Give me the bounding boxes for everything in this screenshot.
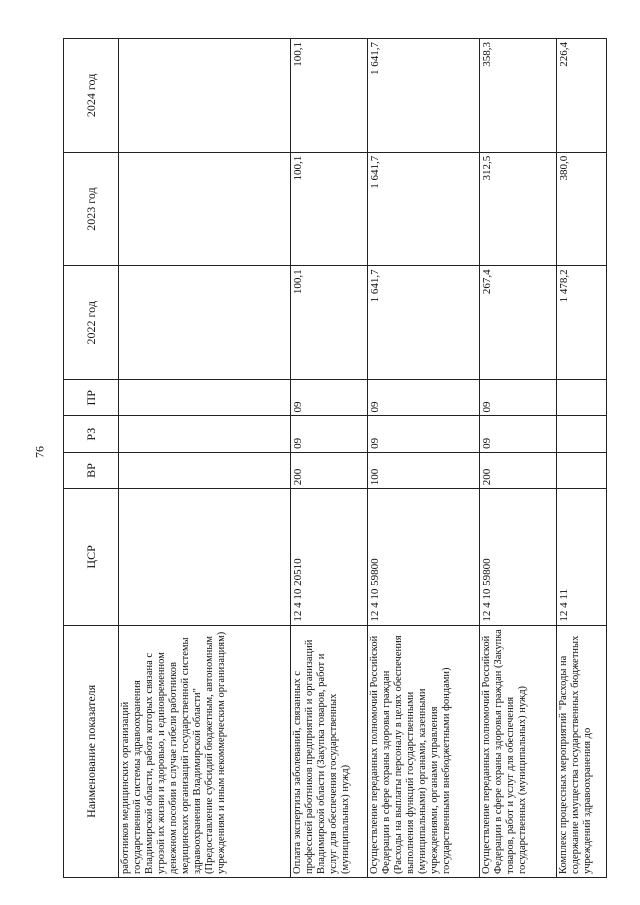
row-vr — [557, 452, 607, 488]
row-2023: 380,0 — [557, 152, 607, 266]
row-name: работников медицинских организаций государственной системы здравоохранения Владимирской области, работа которых связана с угрозой их жизни и здоровью, и единовременном денежном пособии в случае гибели работников медицинских организаций государственной системы здравоохранения Владимирской области" (Предоставление субсидий бюджетным, автономным учреждениям и иным некоммерческим организациям) — [119, 625, 291, 877]
row-name: Оплата экспертизы заболеваний, связанных с профессией работников предприятий и организаций Владимирской области (Закупка товаров, работ и услуг для обеспечения государственных (муниципальных) нужд) — [291, 625, 368, 877]
table-row — [480, 39, 557, 878]
table-row — [368, 39, 480, 878]
table-row — [557, 39, 607, 878]
row-2023 — [119, 152, 291, 266]
row-pr: 09 — [480, 380, 557, 416]
row-2022 — [119, 266, 291, 380]
row-rz: 09 — [368, 416, 480, 452]
row-vr — [119, 452, 291, 488]
row-2022: 1 641,7 — [368, 266, 480, 380]
row-rz: 09 — [291, 416, 368, 452]
header-csr: ЦСР — [64, 489, 119, 625]
header-pr: ПР — [64, 380, 119, 416]
row-2024: 100,1 — [291, 39, 368, 153]
table-row — [291, 39, 368, 878]
row-pr — [557, 380, 607, 416]
row-vr: 200 — [480, 452, 557, 488]
header-vr: ВР — [64, 452, 119, 488]
row-csr — [119, 489, 291, 625]
row-name: Осуществление переданных полномочий Российской Федерации в сфере охраны здоровья граждан (Расходы на выплаты персоналу в целях обеспечения выполнения функций государственными (муниципальными) органами, казенными учреждениями, органами управления государственными внебюджетными фондами) — [368, 625, 480, 877]
header-rz: РЗ — [64, 416, 119, 452]
row-csr: 12 4 10 59800 — [368, 489, 480, 625]
rotated-page — [63, 38, 608, 878]
row-rz — [119, 416, 291, 452]
header-name: Наименование показателя — [64, 625, 119, 877]
row-2024 — [119, 39, 291, 153]
row-2022: 100,1 — [291, 266, 368, 380]
table-header-row — [64, 39, 119, 878]
row-2024: 358,3 — [480, 39, 557, 153]
row-csr: 12 4 11 — [557, 489, 607, 625]
row-csr: 12 4 10 20510 — [291, 489, 368, 625]
row-csr: 12 4 10 59800 — [480, 489, 557, 625]
row-pr — [119, 380, 291, 416]
row-vr: 200 — [291, 452, 368, 488]
header-2024: 2024 год — [64, 39, 119, 153]
table-row — [119, 39, 291, 878]
header-2022: 2022 год — [64, 266, 119, 380]
row-name: Осуществление переданных полномочий Российской Федерации в сфере охраны здоровья граждан (Закупка товаров, работ и услуг для обеспечения государственных (муниципальных) нужд) — [480, 625, 557, 877]
page-number: 76 — [32, 446, 47, 458]
row-pr: 09 — [368, 380, 480, 416]
row-rz — [557, 416, 607, 452]
budget-table — [63, 38, 607, 878]
row-2022: 267,4 — [480, 266, 557, 380]
row-rz: 09 — [480, 416, 557, 452]
row-pr: 09 — [291, 380, 368, 416]
row-2024: 1 641,7 — [368, 39, 480, 153]
row-vr: 100 — [368, 452, 480, 488]
row-2023: 312,5 — [480, 152, 557, 266]
row-2022: 1 478,2 — [557, 266, 607, 380]
row-2023: 100,1 — [291, 152, 368, 266]
row-name: Комплекс процессных мероприятий "Расходы на содержание имущества государственных бюджетных учреждений здравоохранения до — [557, 625, 607, 877]
header-2023: 2023 год — [64, 152, 119, 266]
row-2023: 1 641,7 — [368, 152, 480, 266]
row-2024: 226,4 — [557, 39, 607, 153]
